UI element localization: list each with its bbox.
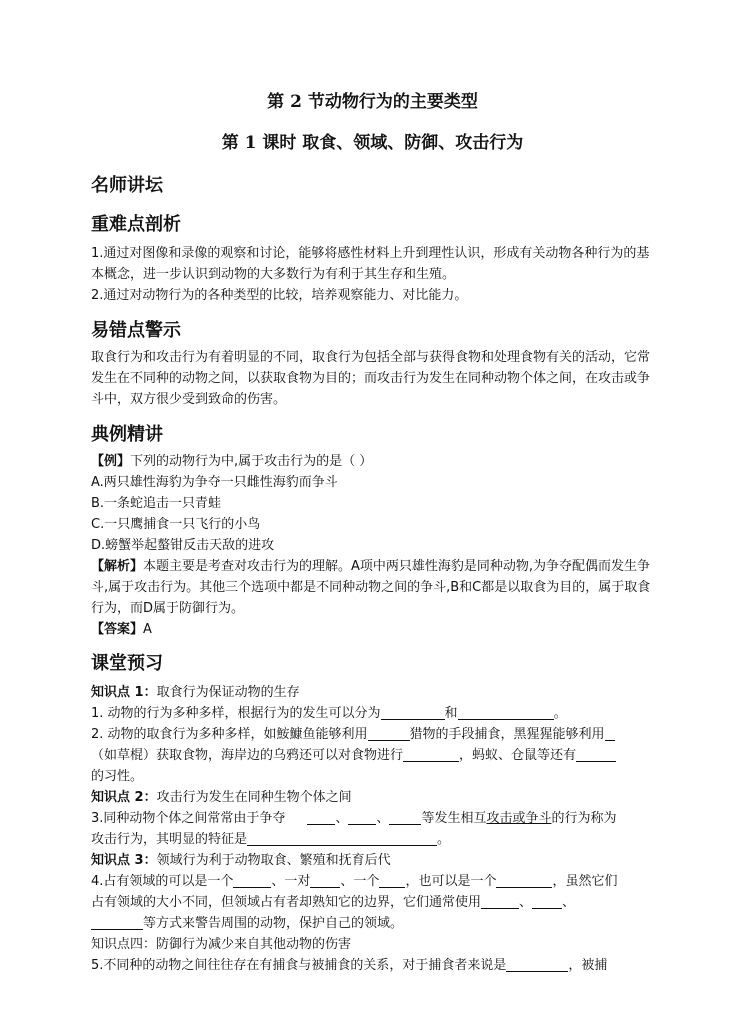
kp4-heading (91, 934, 659, 955)
example-option-c: C.一只鹰捕食一只飞行的小鸟 (91, 517, 261, 532)
kp2-question-3-line-1 (91, 808, 659, 829)
analysis-tag: 【解析】 (91, 559, 144, 574)
example-question-text: 下列的动物行为中,属于攻击行为的是（ ） (130, 454, 373, 469)
kp1-question-2-line-2 (91, 745, 659, 766)
q2-blank-1[interactable] (368, 726, 410, 741)
q5-text-a: 5.不同种的动物之间往往存在有捕食与被捕食的关系，对于捕食者来说是 (91, 958, 507, 973)
q3-text-a: 3.同种动物个体之间常常由于争夺 (91, 811, 286, 826)
q3-blank-1[interactable] (307, 810, 335, 825)
heading-mingshi: 名师讲坛 (91, 175, 163, 196)
kp2-label: 知识点 2： (91, 790, 157, 805)
kp4-label: 知识点四： (91, 937, 157, 952)
example-option-a: A.两只雄性海豹为争夺一只雌性海豹而争斗 (91, 475, 338, 490)
q1-blank-2[interactable] (458, 705, 554, 720)
heading-dianli: 典例精讲 (91, 424, 163, 445)
q1-end: 。 (553, 706, 567, 721)
q4-blank-1[interactable] (233, 873, 271, 888)
q3-text-f: 的行为称为 (551, 811, 617, 826)
kp1-heading (91, 682, 659, 703)
q4-blank-2[interactable] (310, 873, 340, 888)
kp3-question-4-line-3 (91, 913, 659, 934)
kp1-question-2-line-3: 的习性。 (91, 769, 144, 784)
q4-text-a: 4.占有领域的可以是一个 (91, 874, 234, 889)
example-answer (91, 619, 659, 640)
kp4-question-5 (91, 955, 659, 976)
kp4-title: 防御行为减少来自其他动物的伤害 (156, 937, 352, 952)
q2-blank-4[interactable] (576, 747, 616, 762)
q3-blank-3[interactable] (389, 810, 421, 825)
kp1-question-1 (91, 703, 659, 724)
kp2-question-3-line-2 (91, 829, 659, 850)
q3-underlined: 攻击或争斗 (486, 811, 552, 826)
q3-text-g: 攻击行为，其明显的特征是 (91, 832, 248, 847)
q4-blank-4[interactable] (496, 873, 552, 888)
q2-text-c: （如草棍）获取食物，海岸边的乌鸦还可以对食物进行 (91, 748, 404, 763)
q5-blank-1[interactable] (506, 957, 568, 972)
answer-text: A (143, 622, 152, 637)
example-question (91, 451, 659, 472)
zhongnan-item-1: 1.通过对图像和录像的观察和讨论，能够将感性材料上升到理性认识，形成有关动物各种行为的基本概念，进一步认识到动物的大多数行为有利于其生存和生殖。 (91, 246, 650, 282)
kp3-title: 领域行为利于动物取食、繁殖和抚育后代 (156, 853, 391, 868)
q4-text-d: ，也可以是一个 (405, 874, 497, 889)
kp3-question-4-line-2 (91, 892, 659, 913)
example-option-b: B.一条蛇追击一只青蛙 (91, 496, 222, 511)
kp3-heading (91, 850, 659, 871)
q4-text-i: 等方式来警告周围的动物，保护自己的领域。 (143, 916, 404, 931)
example-analysis (91, 556, 659, 619)
kp1-question-2-line-1 (91, 724, 659, 745)
q4-blank-3[interactable] (379, 873, 405, 888)
kp2-title: 攻击行为发生在同种生物个体之间 (156, 790, 352, 805)
q4-text-c: 、一个 (340, 874, 380, 889)
kp1-label: 知识点 1： (91, 685, 157, 700)
q2-blank-2[interactable] (605, 726, 615, 741)
kp2-heading (91, 787, 659, 808)
q3-blank-4[interactable] (247, 831, 437, 846)
q2-text-d: ，蚂蚁、仓鼠等还有 (459, 748, 577, 763)
q4-blank-6[interactable] (532, 894, 562, 909)
heading-yicuo: 易错点警示 (91, 320, 181, 341)
page-subtitle: 第 1 课时 取食、领域、防御、攻击行为 (221, 133, 524, 153)
q3-blank-2[interactable] (348, 810, 376, 825)
kp3-question-4-line-1 (91, 871, 659, 892)
q5-text-b: ，被捕 (568, 958, 608, 973)
q1-text: 1. 动物的行为多种多样，根据行为的发生可以分为 (91, 706, 381, 721)
q3-end: 。 (437, 832, 451, 847)
q2-text-a: 2. 动物的取食行为多种多样，如鮟鱇鱼能够利用 (91, 727, 368, 742)
q1-and: 和 (444, 706, 458, 721)
page-title: 第 2 节动物行为的主要类型 (267, 92, 478, 112)
q4-sep-2: 、 (562, 895, 576, 910)
q4-blank-7[interactable] (91, 915, 143, 930)
q4-text-e: ，虽然它们 (552, 874, 618, 889)
q2-text-b: 猎物的手段捕食，黑猩猩能够利用 (409, 727, 605, 742)
kp1-title: 取食行为保证动物的生存 (156, 685, 300, 700)
zhongnan-item-2: 2.通过对动物行为的各种类型的比较，培养观察能力、对比能力。 (91, 288, 468, 303)
analysis-text: 本题主要是考查对攻击行为的理解。A项中两只雄性海豹是同种动物,为争夺配偶而发生争斗,属于攻击行为。其他三个选项中都是不同种动物之间的争斗,B和C都是以取食为目的，属于取食行为，而D属于防御行为。 (91, 559, 651, 616)
q4-text-b: 、一对 (271, 874, 311, 889)
kp3-label: 知识点 3： (91, 853, 157, 868)
q4-blank-5[interactable] (481, 894, 519, 909)
q3-sep-2: 、 (376, 811, 390, 826)
q3-text-d: 等发生相互 (421, 811, 487, 826)
q1-blank-1[interactable] (381, 705, 445, 720)
example-option-d: D.螃蟹举起螯钳反击天敌的进攻 (91, 538, 275, 553)
q4-sep-1: 、 (519, 895, 533, 910)
example-tag: 【例】 (91, 454, 131, 469)
q2-blank-3[interactable] (403, 747, 459, 762)
heading-ketang: 课堂预习 (91, 653, 163, 674)
answer-tag: 【答案】 (91, 622, 144, 637)
q3-sep-1: 、 (335, 811, 349, 826)
yicuo-text: 取食行为和攻击行为有着明显的不同，取食行为包括全部与获得食物和处理食物有关的活动，它常发生在不同种的动物之间，以获取食物为目的；而攻击行为发生在同种动物个体之间，在攻击或争斗中，双方很少受到致命的伤害。 (91, 350, 651, 407)
q4-text-f: 占有领域的大小不同，但领域占有者却熟知它的边界，它们通常使用 (91, 895, 482, 910)
heading-zhongnan: 重难点剖析 (91, 214, 181, 235)
